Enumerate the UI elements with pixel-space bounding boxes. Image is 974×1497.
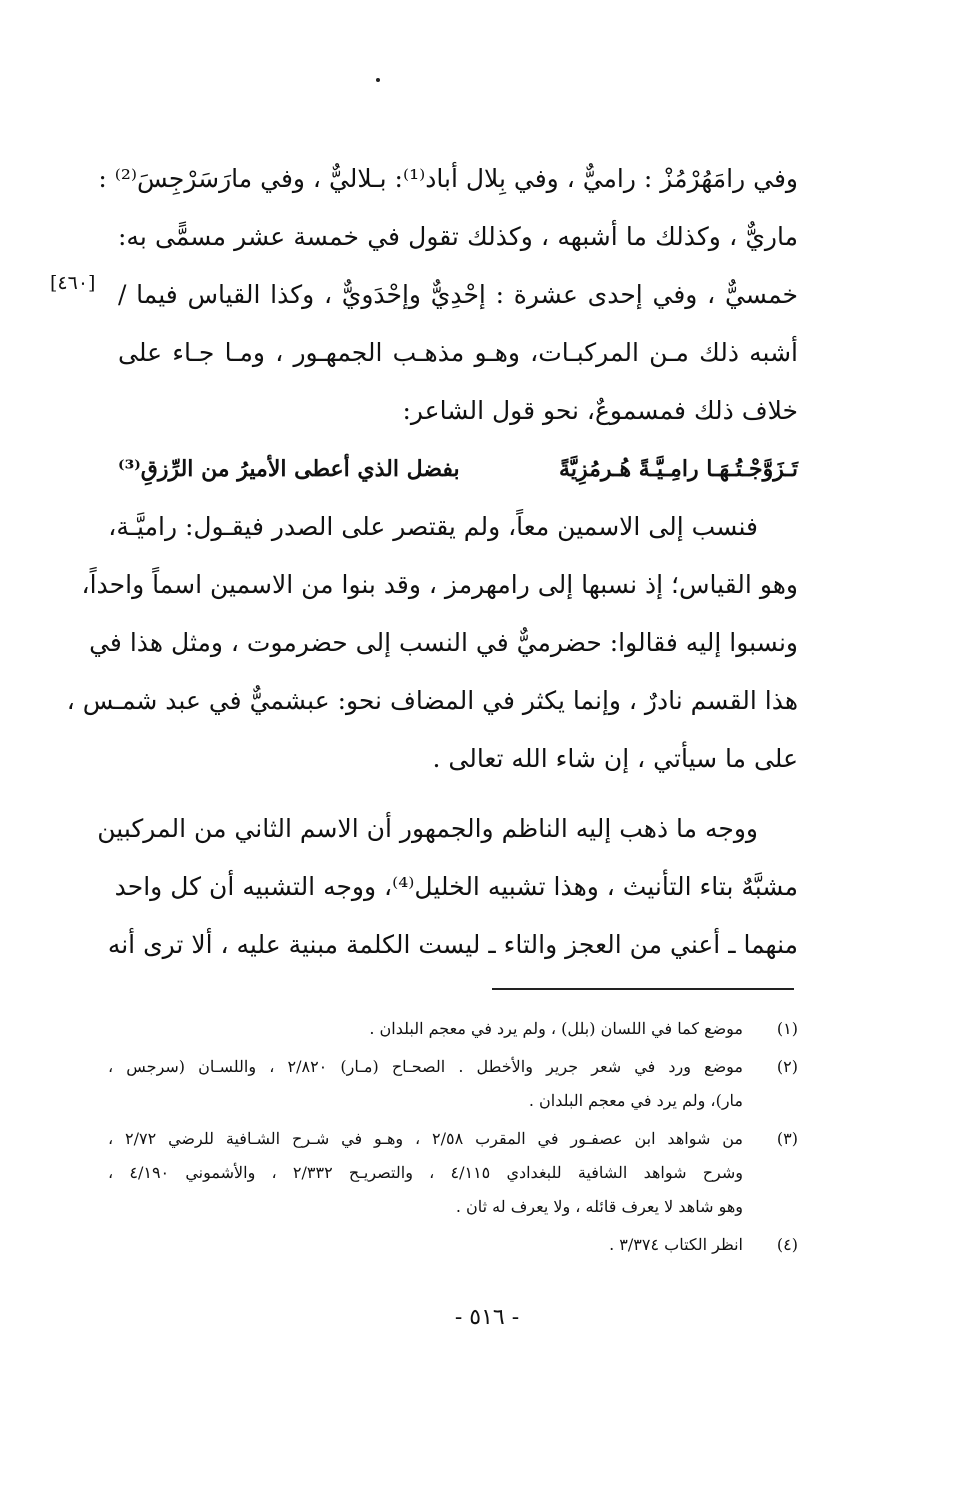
footnote-text: انظر الكتاب ٣/٣٧٤ . bbox=[609, 1235, 743, 1254]
footnote bbox=[108, 1012, 798, 1046]
text-line: وهو القياس؛ إذ نسبها إلى رامهرمز ، وقد بنوا من الاسمين اسماً واحداً، bbox=[81, 570, 798, 599]
footnote bbox=[108, 1228, 798, 1262]
footnotes bbox=[108, 1012, 798, 1266]
footnote-separator bbox=[492, 988, 794, 990]
footnote-number: (٢) bbox=[776, 1057, 798, 1076]
margin-page-marker: [٤٦٠] bbox=[50, 272, 96, 294]
text-line: ماريٌّ ، وكذلك ما أشبهه ، وكذلك تقول في خمسة عشر مسمًّى به: bbox=[118, 222, 798, 251]
text-line: أشبه ذلك مـن المركبـات، وهـو مذهـب الجمهـور ، ومـا جـاء على bbox=[118, 338, 798, 367]
poetry-verse bbox=[118, 440, 798, 498]
footnote-text: مار)، ولم يرد في معجم البلدان . bbox=[528, 1091, 743, 1110]
text-line: مشبَّهٌ بتاء التأنيث ، وهذا تشبيه الخليل⁽⁴⁾، ووجه التشبيه أن كل واحد bbox=[114, 872, 798, 901]
text-line: خمسيٌّ ، وفي إحدى عشرة : إحْدِيٌّ وإحْدَويٌّ ، وكذا القياس فيما / bbox=[118, 280, 798, 309]
text-line: خلاف ذلك فمسموعٌ، نحو قول الشاعر: bbox=[402, 396, 798, 425]
footnote-text: وشرح شواهد الشافية للبغدادي ٤/١١٥ ، والتصريـح ٢/٣٣٢ ، والأشموني ٤/١٩٠ ، bbox=[108, 1163, 744, 1182]
text-line: فنسب إلى الاسمين معاً، ولم يقتصر على الصدر فيقـول: راميَّـة، bbox=[108, 512, 758, 541]
text-line: وفي رامَهُرْمُزْ : راميٌّ ، وفي بِلال أباد⁽¹⁾: بـلاليٌّ ، وفي مارَسَرْجِسَ⁽²⁾ : bbox=[98, 164, 798, 193]
top-dot bbox=[376, 78, 380, 82]
text-line: هذا القسم نادرٌ ، وإنما يكثر في المضاف نحو: عبشميٌّ في عبد شمـس ، bbox=[66, 686, 798, 715]
text-line: ونسبوا إليه فقالوا: حضرميٌّ في النسب إلى حضرموت ، ومثل هذا في bbox=[89, 628, 798, 657]
verse-second-hemistich: بفضل الذي أعطى الأميرُ من الرِّزقِ⁽³⁾ bbox=[118, 456, 460, 482]
verse-first-hemistich: تَـزَوَّجْـتُـهَـا رامِـيَّـةً هُـرمُزِيَّةً bbox=[559, 456, 798, 482]
text-line: ووجه ما ذهب إليه الناظم والجمهور أن الاسم الثاني من المركبين bbox=[97, 814, 758, 843]
footnote-number: (١) bbox=[776, 1019, 798, 1038]
text-line: على ما سيأتي ، إن شاء الله تعالى . bbox=[432, 744, 798, 773]
footnote-text: موضع ورد في شعر جرير والأخطل . الصحـاح (مـار) ٢/٨٢٠ ، واللسـان (سرجس ، bbox=[108, 1057, 743, 1076]
footnote-number: (٤) bbox=[776, 1235, 798, 1254]
footnote-text: من شواهد ابن عصفـور في المقرب ٢/٥٨ ، وهـو في شـرح الشـافية للرضي ٢/٧٢ ، bbox=[108, 1129, 744, 1148]
footnote-text: وهو شاهد لا يعرف قائله ، ولا يعرف له ثان . bbox=[455, 1197, 743, 1216]
footnote-number: (٣) bbox=[776, 1129, 798, 1148]
footnote bbox=[108, 1050, 798, 1118]
footnote bbox=[108, 1122, 798, 1224]
page-number: - ٥١٦ - bbox=[454, 1305, 520, 1330]
text-line: منهما ـ أعني من العجز والتاء ـ ليست الكلمة مبنية عليه ، ألا ترى أنه bbox=[107, 930, 798, 959]
footnote-text: موضع كما في اللسان (بلل) ، ولم يرد في معجم البلدان . bbox=[369, 1019, 743, 1038]
